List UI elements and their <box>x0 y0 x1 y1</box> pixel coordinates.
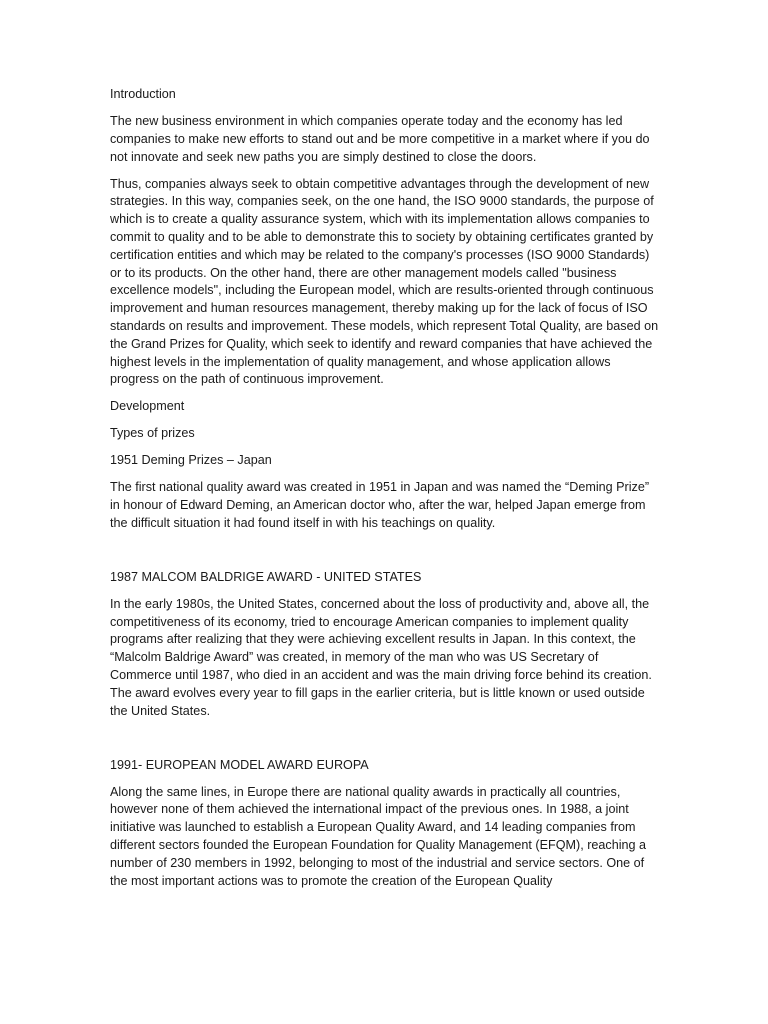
baldrige-heading: 1987 MALCOM BALDRIGE AWARD - UNITED STATES <box>110 569 422 584</box>
baldrige-paragraph: In the early 1980s, the United States, concerned about the loss of productivity and, above all, the competitiveness of its economy, tried to encourage American companies to implement quality programs after realizing that they were achieving excellent results in Japan. In this context, the “Malcolm Baldrige Award” was created, in memory of the man who was US Secretary of Commerce until 1987, who died in an accident and was the main driving force behind its creation. The award evolves every year to fill gaps in the earlier criteria, but is little known or used outside the United States. <box>110 596 652 718</box>
intro-paragraph-2: Thus, companies always seek to obtain competitive advantages through the development of new strategies. In this way, companies seek, on the one hand, the ISO 9000 standards, the purpose of which is to create a quality assurance system, which with its implementation allows companies to commit to quality and to be able to demonstrate this to society by obtaining certificates granted by certification entities and which may be related to the company's processes (ISO 9000 Standards) or to its products. On the other hand, there are other management models called "business excellence models", including the European model, which are results-oriented through continuous improvement and human resources management, thereby making up for the lack of focus of ISO standards on results and improvement. These models, which represent Total Quality, are based on the Grand Prizes for Quality, which seek to identify and reward companies that have achieved the highest levels in the implementation of quality management, and whose application allows progress on the path of continuous improvement. <box>110 176 659 387</box>
development-heading: Development <box>110 399 185 414</box>
deming-paragraph: The first national quality award was created in 1951 in Japan and was named the “Deming Prize” in honour of Edward Deming, an American doctor who, after the war, helped Japan emerge from the difficult situation it had found itself in with his teachings on quality. <box>110 480 650 530</box>
intro-paragraph-1: The new business environment in which companies operate today and the economy has led companies to make new efforts to stand out and be more competitive in a market where if you do not innovate and seek new paths you are simply destined to close the doors. <box>110 113 650 164</box>
intro-heading: Introduction <box>110 87 176 101</box>
document-page <box>110 86 660 900</box>
deming-heading: 1951 Deming Prizes – Japan <box>110 453 272 468</box>
europe-heading: 1991- EUROPEAN MODEL AWARD EUROPA <box>110 757 369 772</box>
blank-line <box>110 542 660 560</box>
blank-line <box>110 730 660 748</box>
europe-paragraph: Along the same lines, in Europe there are national quality awards in practically all countries, however none of them achieved the international impact of the previous ones. In 1988, a joint initiative was launched to establish a European Quality Award, and 14 leading companies from different sectors founded the European Foundation for Quality Management (EFQM), reaching a number of 230 members in 1992, belonging to most of the industrial and service sectors. One of the most important actions was to promote the creation of the European Quality <box>110 784 647 888</box>
types-of-prizes-heading: Types of prizes <box>110 426 195 441</box>
